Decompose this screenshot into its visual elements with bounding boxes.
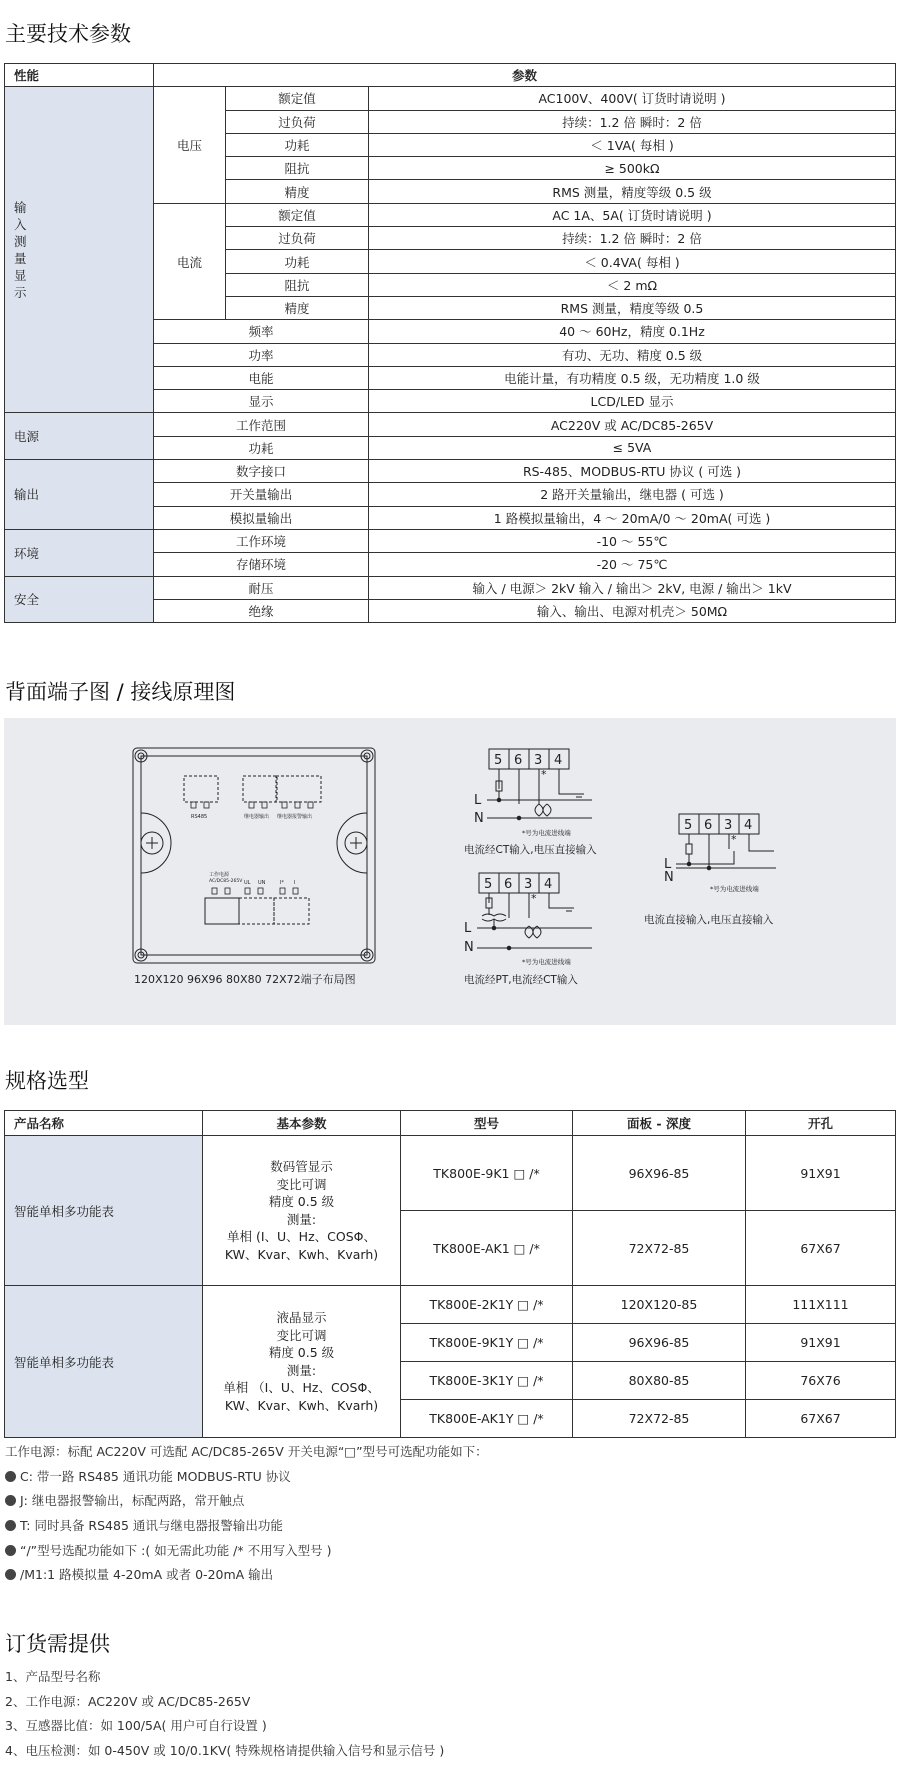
star-note-a: *号为电流进线端 <box>522 829 571 837</box>
row-value: 40 ～ 60Hz，精度 0.1Hz <box>369 320 896 343</box>
model: TK800E-3K1Y □ /* <box>401 1362 573 1400</box>
row-name: 耐压 <box>154 576 369 599</box>
section-title-order: 订货需提供 <box>5 1632 110 1656</box>
term-c-6: 6 <box>704 818 713 833</box>
panel-label-power-range: AC/DC85-265V <box>209 879 243 884</box>
model: TK800E-9K1Y □ /* <box>401 1324 573 1362</box>
spec-notes-intro: 工作电源：标配 AC220V 可选配 AC/DC85-265V 开关电源“□”型号可选配功能如下： <box>5 1444 488 1459</box>
cutout: 111X111 <box>746 1286 896 1324</box>
group-label: 电源 <box>5 413 154 460</box>
row-name: 存储环境 <box>154 553 369 576</box>
line-c-l: L <box>664 857 672 872</box>
row-value: RMS 测量，精度等级 0.5 <box>369 296 896 319</box>
line-b-n: N <box>464 940 474 955</box>
row-name: 绝缘 <box>154 599 369 622</box>
row-name: 阻抗 <box>226 157 369 180</box>
row-value: 持续：1.2 倍 瞬时：2 倍 <box>369 227 896 250</box>
sub-label-current: 电流 <box>154 203 226 319</box>
option-bullet <box>5 1514 488 1539</box>
header-param: 参数 <box>154 64 896 87</box>
bullet-dot-icon <box>5 1520 16 1531</box>
term-a-6: 6 <box>514 753 523 768</box>
table-row <box>5 1286 896 1324</box>
row-value: -10 ～ 55℃ <box>369 529 896 552</box>
option-bullet <box>5 1465 488 1490</box>
param-line: KW、Kvar、Kwh、Kvarh) <box>224 1397 379 1413</box>
table-row <box>5 413 896 436</box>
row-value: 2 路开关量输出，继电器 ( 可选 ) <box>369 483 896 506</box>
cutout: 76X76 <box>746 1362 896 1400</box>
panel-depth: 72X72-85 <box>573 1400 746 1438</box>
spec-notes <box>5 1440 488 1583</box>
caption-pt-ct-input: 电流经PT,电流经CT输入 <box>464 974 578 986</box>
row-name: 阻抗 <box>226 273 369 296</box>
row-name: 功耗 <box>226 133 369 156</box>
product-name: 智能单相多功能表 <box>5 1136 203 1286</box>
option-text: “/”型号选配功能如下 :( 如无需此功能 /* 不用写入型号 ) <box>20 1542 332 1558</box>
panel-label-rs485: RS485 <box>191 814 208 820</box>
row-value: 电能计量，有功精度 0.5 级，无功精度 1.0 级 <box>369 366 896 389</box>
bullet-dot-icon <box>5 1569 16 1580</box>
option-bullet <box>5 1563 488 1588</box>
row-name: 功率 <box>154 343 369 366</box>
row-name: 显示 <box>154 390 369 413</box>
wiring-diagram-area <box>4 718 896 1025</box>
caption-direct-input: 电流直接输入,电压直接输入 <box>644 914 774 926</box>
row-value: AC100V、400V( 订货时请说明 ) <box>369 87 896 110</box>
row-name: 电能 <box>154 366 369 389</box>
panel-label-i: I <box>294 880 296 886</box>
svg-text:*: * <box>531 892 537 905</box>
row-value: -20 ～ 75℃ <box>369 553 896 576</box>
star-note-b: *号为电流进线端 <box>522 958 571 966</box>
param-line: 数码管显示 <box>270 1159 333 1174</box>
table-header-row <box>5 1111 896 1136</box>
row-name: 额定值 <box>226 203 369 226</box>
row-value: LCD/LED 显示 <box>369 390 896 413</box>
row-value: 持续：1.2 倍 瞬时：2 倍 <box>369 110 896 133</box>
row-name: 工作环境 <box>154 529 369 552</box>
option-bullet <box>5 1539 488 1564</box>
param-line: 液晶显示 <box>276 1310 327 1325</box>
row-value: RS-485、MODBUS-RTU 协议 ( 可选 ) <box>369 460 896 483</box>
spec-header: 基本参数 <box>203 1111 401 1136</box>
order-item: 4、电压检测：如 0-450V 或 10/0.1KV( 特殊规格请提供输入信号和显示信号 ) <box>5 1743 445 1759</box>
term-b-3: 3 <box>524 877 533 892</box>
row-name: 精度 <box>226 180 369 203</box>
panel-label-ul: UL <box>244 880 251 886</box>
row-name: 功耗 <box>154 436 369 459</box>
caption-ct-input: 电流经CT输入,电压直接输入 <box>464 844 597 856</box>
table-row <box>5 576 896 599</box>
line-a-l: L <box>474 793 482 808</box>
group-label: 环境 <box>5 529 154 576</box>
param-line: KW、Kvar、Kwh、Kvarh) <box>224 1246 379 1262</box>
row-value: AC220V 或 AC/DC85-265V <box>369 413 896 436</box>
back-panel-drawing <box>133 748 375 963</box>
term-a-3: 3 <box>534 753 543 768</box>
term-b-6: 6 <box>504 877 513 892</box>
panel-label-alarm: 继电器报警输出 <box>277 814 313 820</box>
bullet-dot-icon <box>5 1471 16 1482</box>
group-label-input: 输 入 测 量 显 示 <box>5 87 154 413</box>
panel-depth: 120X120-85 <box>573 1286 746 1324</box>
panel-label-power: 工作电源 <box>209 872 230 878</box>
wiring-pt-ct-input <box>477 873 592 950</box>
spec-table <box>4 1110 896 1438</box>
spec-header: 产品名称 <box>5 1111 203 1136</box>
line-c-n: N <box>664 870 674 885</box>
basic-params <box>203 1286 401 1438</box>
order-list <box>5 1665 444 1764</box>
order-item: 2、工作电源：AC220V 或 AC/DC85-265V <box>5 1693 251 1709</box>
option-text: /M1:1 路模拟量 4-20mA 或者 0-20mA 输出 <box>20 1567 274 1583</box>
option-text: T: 同时具备 RS485 通讯与继电器报警输出功能 <box>20 1518 283 1534</box>
svg-text:*: * <box>541 768 547 781</box>
term-b-4: 4 <box>544 877 553 892</box>
row-name: 模拟量输出 <box>154 506 369 529</box>
option-text: J: 继电器报警输出，标配两路，常开触点 <box>20 1493 245 1509</box>
row-value: RMS 测量，精度等级 0.5 级 <box>369 180 896 203</box>
param-line: 变比可调 <box>276 1176 327 1192</box>
panel-label-relay: 继电器输出 <box>244 814 270 820</box>
section-title-spec: 规格选型 <box>5 1069 89 1093</box>
row-value: ≤ 5VA <box>369 436 896 459</box>
option-text: C: 带一路 RS485 通讯功能 MODBUS-RTU 协议 <box>20 1468 291 1484</box>
tech-params-table <box>4 63 896 623</box>
order-item: 1、产品型号名称 <box>5 1669 101 1684</box>
model: TK800E-2K1Y □ /* <box>401 1286 573 1324</box>
panel-caption: 120X120 96X96 80X80 72X72端子布局图 <box>134 973 356 986</box>
spec-header: 面板 - 深度 <box>573 1111 746 1136</box>
row-name: 额定值 <box>226 87 369 110</box>
row-value: ＜ 1VA( 每相 ) <box>369 133 896 156</box>
bullet-dot-icon <box>5 1495 16 1506</box>
row-name: 过负荷 <box>226 227 369 250</box>
param-line: 测量: <box>286 1362 317 1378</box>
term-c-3: 3 <box>724 818 733 833</box>
spec-header: 开孔 <box>746 1111 896 1136</box>
term-a-4: 4 <box>554 753 563 768</box>
term-b-5: 5 <box>484 877 493 892</box>
param-line: 单相 （I、U、Hz、COSΦ、 <box>223 1380 380 1395</box>
row-name: 过负荷 <box>226 110 369 133</box>
option-bullet <box>5 1489 488 1514</box>
row-value: 1 路模拟量输出，4 ～ 20mA/0 ～ 20mA( 可选 ) <box>369 506 896 529</box>
param-line: 测量: <box>286 1211 317 1227</box>
cutout: 67X67 <box>746 1400 896 1438</box>
row-value: ＜ 0.4VA( 每相 ) <box>369 250 896 273</box>
sub-label-voltage: 电压 <box>154 87 226 203</box>
group-label: 输出 <box>5 460 154 530</box>
panel-label-un: UN <box>258 880 266 886</box>
panel-depth: 96X96-85 <box>573 1136 746 1211</box>
row-value: AC 1A、5A( 订货时请说明 ) <box>369 203 896 226</box>
cutout: 67X67 <box>746 1211 896 1286</box>
cutout: 91X91 <box>746 1324 896 1362</box>
panel-depth: 72X72-85 <box>573 1211 746 1286</box>
model: TK800E-AK1 □ /* <box>401 1211 573 1286</box>
table-row <box>5 1136 896 1211</box>
table-header-row <box>5 64 896 87</box>
line-a-n: N <box>474 811 484 826</box>
row-name: 工作范围 <box>154 413 369 436</box>
star-note-c: *号为电流进线端 <box>710 885 759 893</box>
header-perf: 性能 <box>5 64 154 87</box>
cutout: 91X91 <box>746 1136 896 1211</box>
row-value: 输入、输出、电源对机壳＞ 50MΩ <box>369 599 896 622</box>
term-c-5: 5 <box>684 818 693 833</box>
wiring-diagram <box>4 718 896 1025</box>
table-row <box>5 87 896 110</box>
row-name: 开关量输出 <box>154 483 369 506</box>
param-line: 精度 0.5 级 <box>268 1194 335 1209</box>
table-row <box>5 529 896 552</box>
param-line: 单相 (I、U、Hz、COSΦ、 <box>227 1229 376 1244</box>
param-line: 变比可调 <box>276 1327 327 1343</box>
section-title-tech: 主要技术参数 <box>5 22 131 46</box>
back-panel-labels <box>134 813 356 986</box>
row-name: 频率 <box>154 320 369 343</box>
row-value: 有功、无功、精度 0.5 级 <box>369 343 896 366</box>
row-value: ＜ 2 mΩ <box>369 273 896 296</box>
row-value: 输入 / 电源＞ 2kV 输入 / 输出＞ 2kV, 电源 / 输出＞ 1kV <box>369 576 896 599</box>
panel-depth: 80X80-85 <box>573 1362 746 1400</box>
model: TK800E-AK1Y □ /* <box>401 1400 573 1438</box>
order-item: 3、互感器比值：如 100/5A( 用户可自行设置 ) <box>5 1718 267 1734</box>
panel-depth: 96X96-85 <box>573 1324 746 1362</box>
model: TK800E-9K1 □ /* <box>401 1136 573 1211</box>
svg-text:*: * <box>731 833 737 846</box>
term-c-4: 4 <box>744 818 753 833</box>
group-label: 安全 <box>5 576 154 623</box>
bullet-dot-icon <box>5 1545 16 1556</box>
row-name: 数字接口 <box>154 460 369 483</box>
panel-label-i-star: I* <box>280 880 284 886</box>
line-b-l: L <box>464 921 472 936</box>
row-name: 精度 <box>226 296 369 319</box>
table-row <box>5 460 896 483</box>
row-name: 功耗 <box>226 250 369 273</box>
section-title-diagram: 背面端子图 / 接线原理图 <box>5 680 236 704</box>
basic-params <box>203 1136 401 1286</box>
term-a-5: 5 <box>494 753 503 768</box>
param-line: 精度 0.5 级 <box>268 1345 335 1360</box>
spec-header: 型号 <box>401 1111 573 1136</box>
product-name: 智能单相多功能表 <box>5 1286 203 1438</box>
row-value: ≥ 500kΩ <box>369 157 896 180</box>
